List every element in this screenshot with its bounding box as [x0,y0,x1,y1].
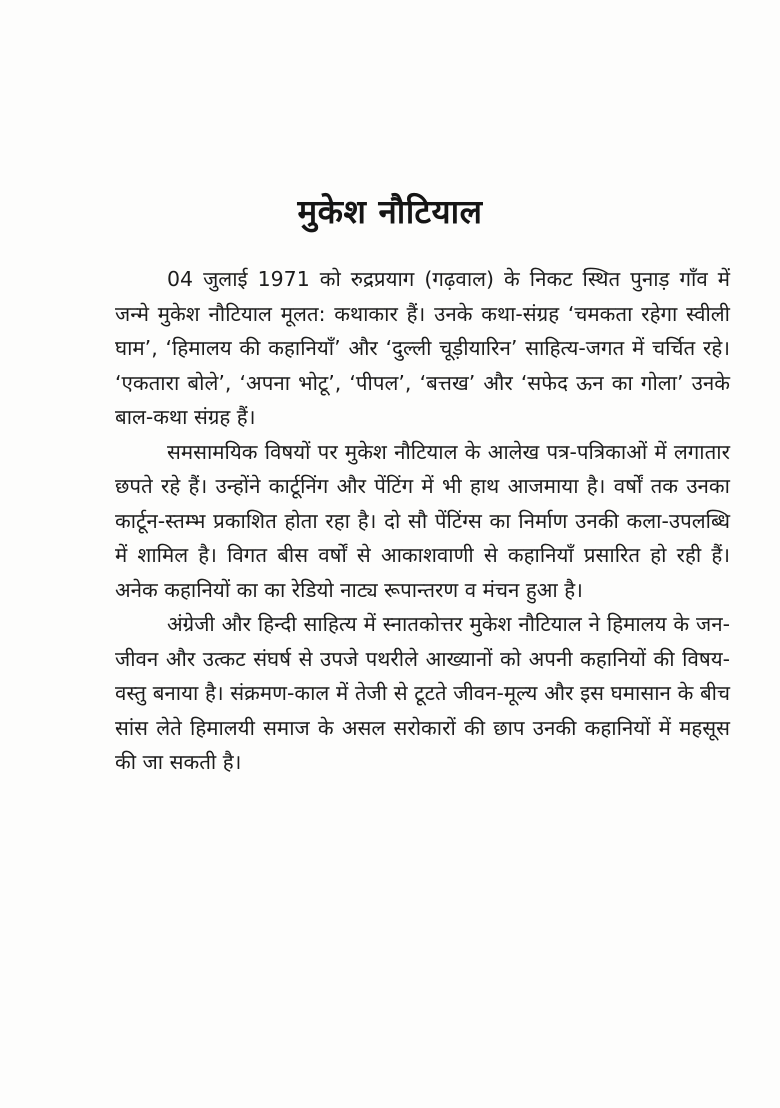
paragraph-biography: 04 जुलाई 1971 को रुद्रप्रयाग (गढ़वाल) के निकट स्थित पुनाड़ गाँव में जन्मे मुकेश नौटियाल मूलत: कथाकार हैं। उनके कथा-संग्रह ‘चमकता रहेगा स्वीली घाम’, ‘हिमालय की कहानियाँ’ और ‘दुल्ली चूड़ीयारिन’ साहित्य-जगत में चर्चित रहे। ‘एकतारा बोले’, ‘अपना भोटू’, ‘पीपल’, ‘बत्तख’ और ‘सफेद ऊन का गोला’ उनके बाल-कथा संग्रह हैं। [115,267,730,429]
document-body [115,262,730,780]
paragraph-themes: अंग्रेजी और हिन्दी साहित्य में स्नातकोत्तर मुकेश नौटियाल ने हिमालय के जन-जीवन और उत्कट संघर्ष से उपजे पथरीले आख्यानों को अपनी कहानियों की विषय-वस्तु बनाया है। संक्रमण-काल में तेजी से टूटते जीवन-मूल्य और इस घमासान के बीच सांस लेते हिमालयी समाज के असल सरोकारों की छाप उनकी कहानियों में महसूस की जा सकती है। [115,612,730,774]
page-title: मुकेश नौटियाल [297,192,483,231]
paragraph-work: समसामयिक विषयों पर मुकेश नौटियाल के आलेख पत्र-पत्रिकाओं में लगातार छपते रहे हैं। उन्होंने कार्टूनिंग और पेंटिंग में भी हाथ आजमाया है। वर्षों तक उनका कार्टून-स्तम्भ प्रकाशित होता रहा है। दो सौ पेंटिंग्स का निर्माण उनकी कला-उपलब्धि में शामिल है। विगत बीस वर्षों से आकाशवाणी से कहानियाँ प्रसारित हो रही हैं। अनेक कहानियों का का रेडियो नाट्य रूपान्तरण व मंचन हुआ है। [115,439,730,602]
